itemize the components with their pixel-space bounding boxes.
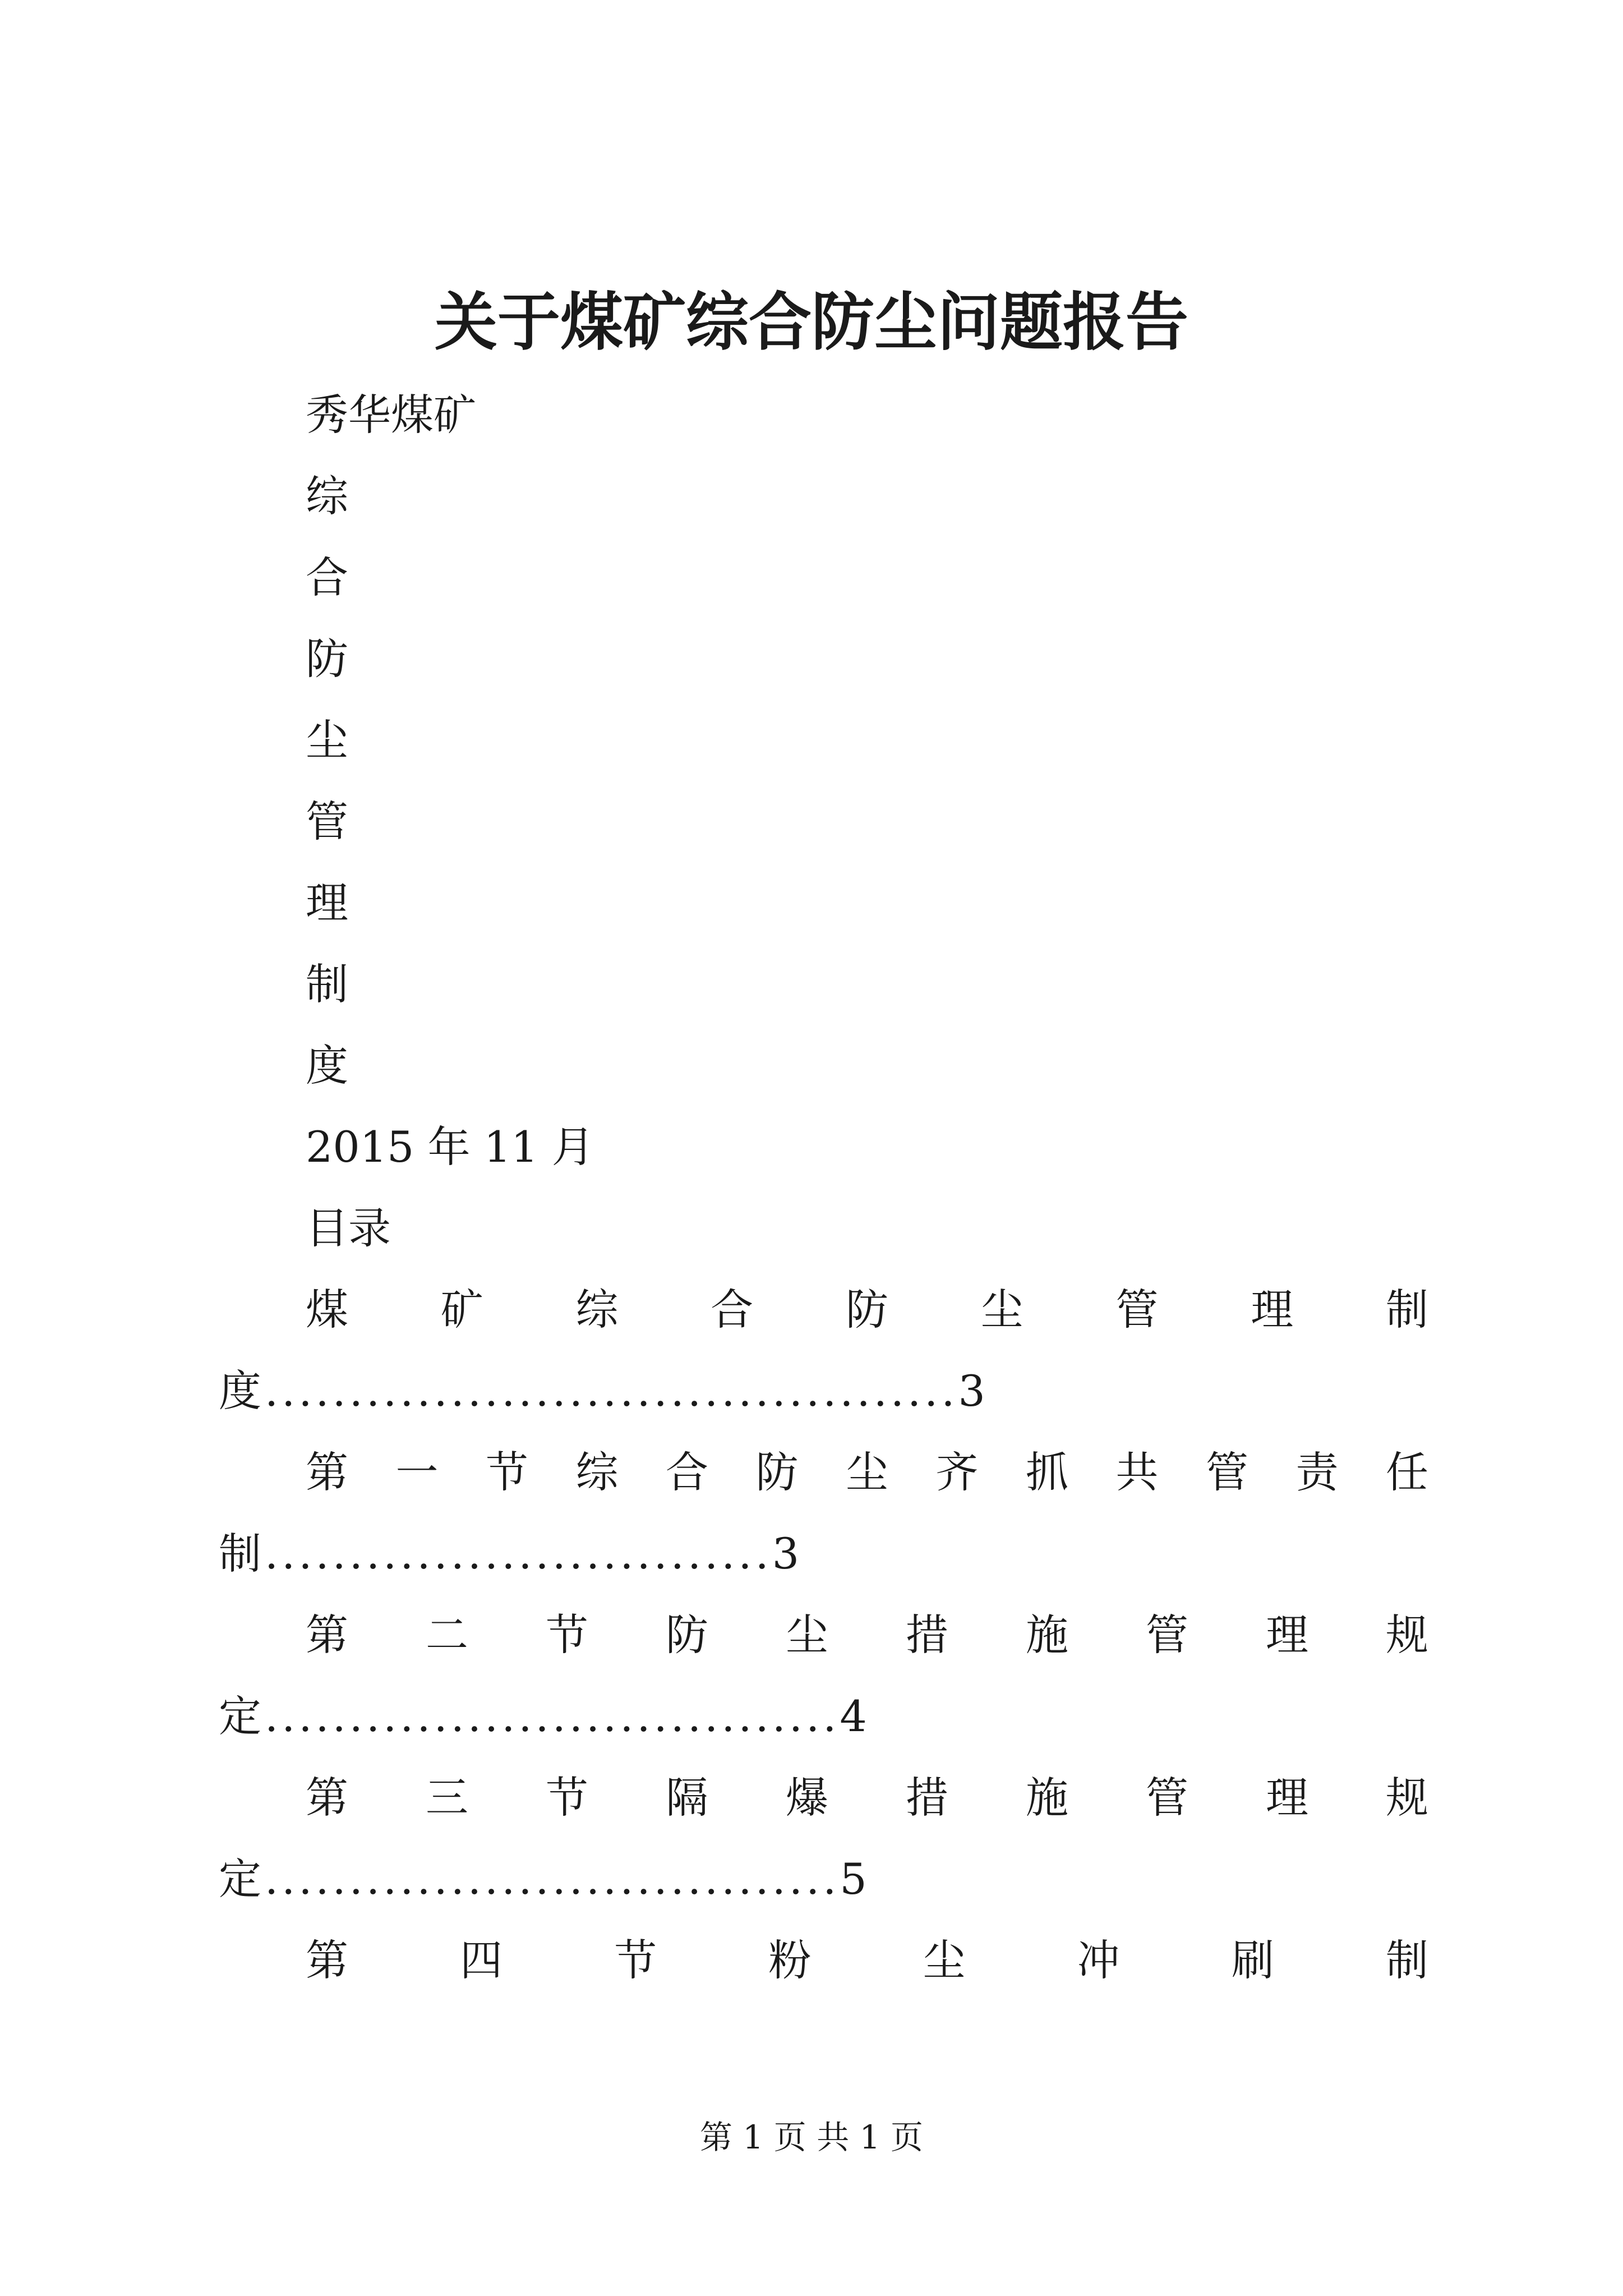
toc-char: 综 [575,1447,619,1497]
toc-char: 尘 [923,1935,966,1985]
toc-char: 冲 [1077,1935,1120,1985]
toc-char: 第 [306,1610,348,1660]
body-line: 理 [306,878,348,928]
toc-entry-continuation: 定..................................5 [219,1854,870,1904]
toc-char: 理 [1251,1285,1294,1335]
toc-char: 管 [1115,1285,1159,1335]
toc-char: 抓 [1026,1447,1068,1497]
toc-char: 节 [546,1773,588,1823]
body-line: 秀华煤矿 [306,390,476,440]
document-title: 关于煤矿综合防尘问题报告 [435,286,1188,359]
toc-char: 刷 [1231,1935,1274,1985]
body-line: 尘 [306,715,348,765]
toc-char: 施 [1026,1773,1068,1823]
toc-char: 管 [1146,1773,1188,1823]
toc-char: 第 [306,1447,348,1497]
toc-char: 尘 [980,1285,1023,1335]
toc-char: 节 [614,1935,657,1985]
toc-char: 措 [906,1610,948,1660]
toc-char: 粉 [768,1935,811,1985]
toc-char: 合 [666,1447,708,1497]
toc-char: 规 [1386,1773,1428,1823]
toc-char: 一 [395,1447,439,1497]
toc-entry-continuation: 定..................................4 [219,1691,870,1741]
toc-char: 制 [1386,1285,1428,1335]
toc-char: 四 [460,1935,503,1985]
body-line: 防 [306,634,348,684]
toc-char: 第 [306,1773,348,1823]
toc-char: 防 [666,1610,708,1660]
toc-char: 合 [711,1285,754,1335]
body-line: 制 [306,959,348,1009]
page-footer: 第 1 页 共 1 页 [700,2118,923,2156]
body-line: 合 [306,553,348,602]
body-line: 2015 年 11 月 [306,1122,594,1172]
toc-char: 防 [755,1447,799,1497]
toc-char: 规 [1386,1610,1428,1660]
toc-char: 管 [1146,1610,1188,1660]
toc-entry-line [306,1607,1428,1663]
toc-char: 第 [306,1935,348,1985]
toc-char: 齐 [935,1447,979,1497]
toc-char: 综 [575,1285,619,1335]
toc-char: 爆 [786,1773,828,1823]
toc-char: 煤 [306,1285,348,1335]
toc-entry-line [306,1282,1428,1338]
toc-char: 理 [1266,1610,1308,1660]
toc-entry-continuation: 制..............................3 [219,1529,803,1579]
body-line: 管 [306,797,348,846]
toc-char: 管 [1206,1447,1248,1497]
toc-char: 任 [1386,1447,1428,1497]
toc-entry-continuation: 度.........................................3 [219,1366,989,1416]
toc-char: 防 [846,1285,888,1335]
toc-char: 节 [546,1610,588,1660]
toc-char: 矿 [440,1285,483,1335]
toc-entry-line [306,1770,1428,1826]
toc-char: 尘 [846,1447,888,1497]
toc-char: 措 [906,1773,948,1823]
toc-char: 三 [426,1773,468,1823]
body-line: 度 [306,1041,348,1091]
toc-char: 二 [426,1610,468,1660]
toc-char: 共 [1115,1447,1159,1497]
toc-entry-line [306,1932,1428,1989]
toc-char: 责 [1295,1447,1339,1497]
body-line: 综 [306,471,348,521]
toc-char: 理 [1266,1773,1308,1823]
toc-entry-line [306,1444,1428,1501]
toc-char: 隔 [666,1773,708,1823]
body-line: 目录 [306,1203,391,1253]
toc-char: 尘 [786,1610,828,1660]
toc-char: 施 [1026,1610,1068,1660]
toc-char: 节 [486,1447,528,1497]
toc-char: 制 [1385,1935,1428,1985]
